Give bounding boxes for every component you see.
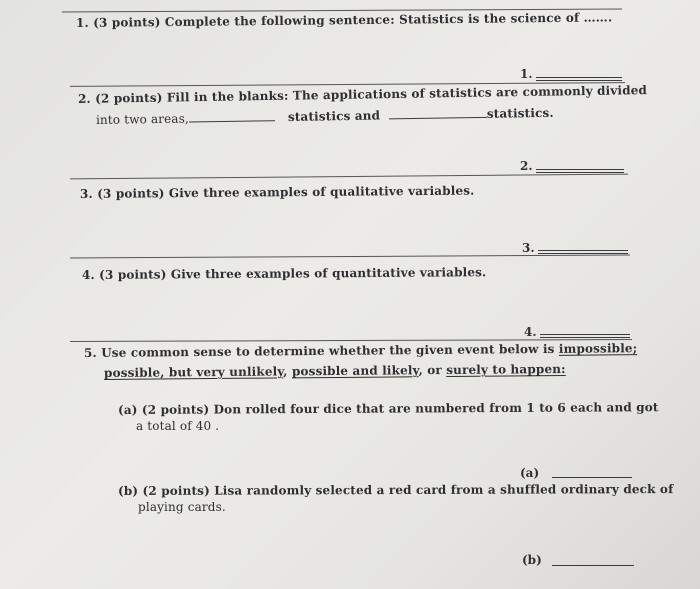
question-1-text: 1. (3 points) Complete the following sentence: Statistics is the science of …….: [75, 10, 613, 30]
answer-3-label: 3.: [522, 241, 535, 255]
answer-5a-blank[interactable]: [552, 477, 632, 478]
answer-3-blank[interactable]: [538, 250, 628, 254]
question-2-blank-2[interactable]: [389, 117, 487, 120]
answer-5b-label: (b): [522, 553, 542, 567]
question-2-line-2: [96, 106, 554, 127]
question-5a-line-1: (a) (2 points) Don rolled four dice that are numbered from 1 to 6 each and got: [117, 400, 659, 417]
option-surely-happen: surely to happen:: [446, 361, 566, 378]
answer-5b-blank[interactable]: [552, 565, 634, 566]
option-possible-unlikely: possible, but very unlikely: [103, 364, 284, 380]
question-5-or: , or: [418, 363, 442, 378]
answer-2-blank[interactable]: [536, 169, 624, 173]
answer-1-label: 1.: [520, 67, 533, 81]
question-5b-line-2: playing cards.: [138, 500, 226, 514]
option-possible-likely: possible and likely: [291, 363, 419, 379]
answer-2-label: 2.: [520, 159, 533, 173]
question-5a-line-2: a total of 40 .: [136, 419, 220, 433]
question-2-blank-1[interactable]: [189, 120, 275, 122]
question-5-text-a: 5. Use common sense to determine whether the given event below is: [83, 341, 555, 360]
answer-4-label: 4.: [524, 325, 537, 339]
option-impossible: impossible;: [558, 341, 638, 356]
question-5-line-1: [84, 341, 637, 360]
question-2-text-b: statistics and: [287, 108, 381, 124]
question-2-rule: [70, 174, 628, 180]
question-3-text: 3. (3 points) Give three examples of qualitative variables.: [79, 183, 475, 201]
answer-1-blank[interactable]: [536, 77, 622, 81]
question-2-text-c: statistics.: [486, 105, 554, 121]
question-2-text-a: into two areas,: [95, 111, 190, 127]
question-2-line-1: 2. (2 points) Fill in the blanks: The applications of statistics are commonly divided: [77, 83, 648, 106]
answer-5a-label: (a): [520, 466, 540, 480]
question-4-text: 4. (3 points) Give three examples of quantitative variables.: [81, 265, 487, 282]
question-3-rule: [70, 255, 630, 259]
answer-4-blank[interactable]: [540, 334, 630, 338]
question-5b-line-1: (b) (2 points) Lisa randomly selected a red card from a shuffled ordinary deck of: [117, 482, 674, 498]
question-5-line-2: [104, 362, 566, 380]
question-5-comma: ,: [283, 364, 288, 379]
